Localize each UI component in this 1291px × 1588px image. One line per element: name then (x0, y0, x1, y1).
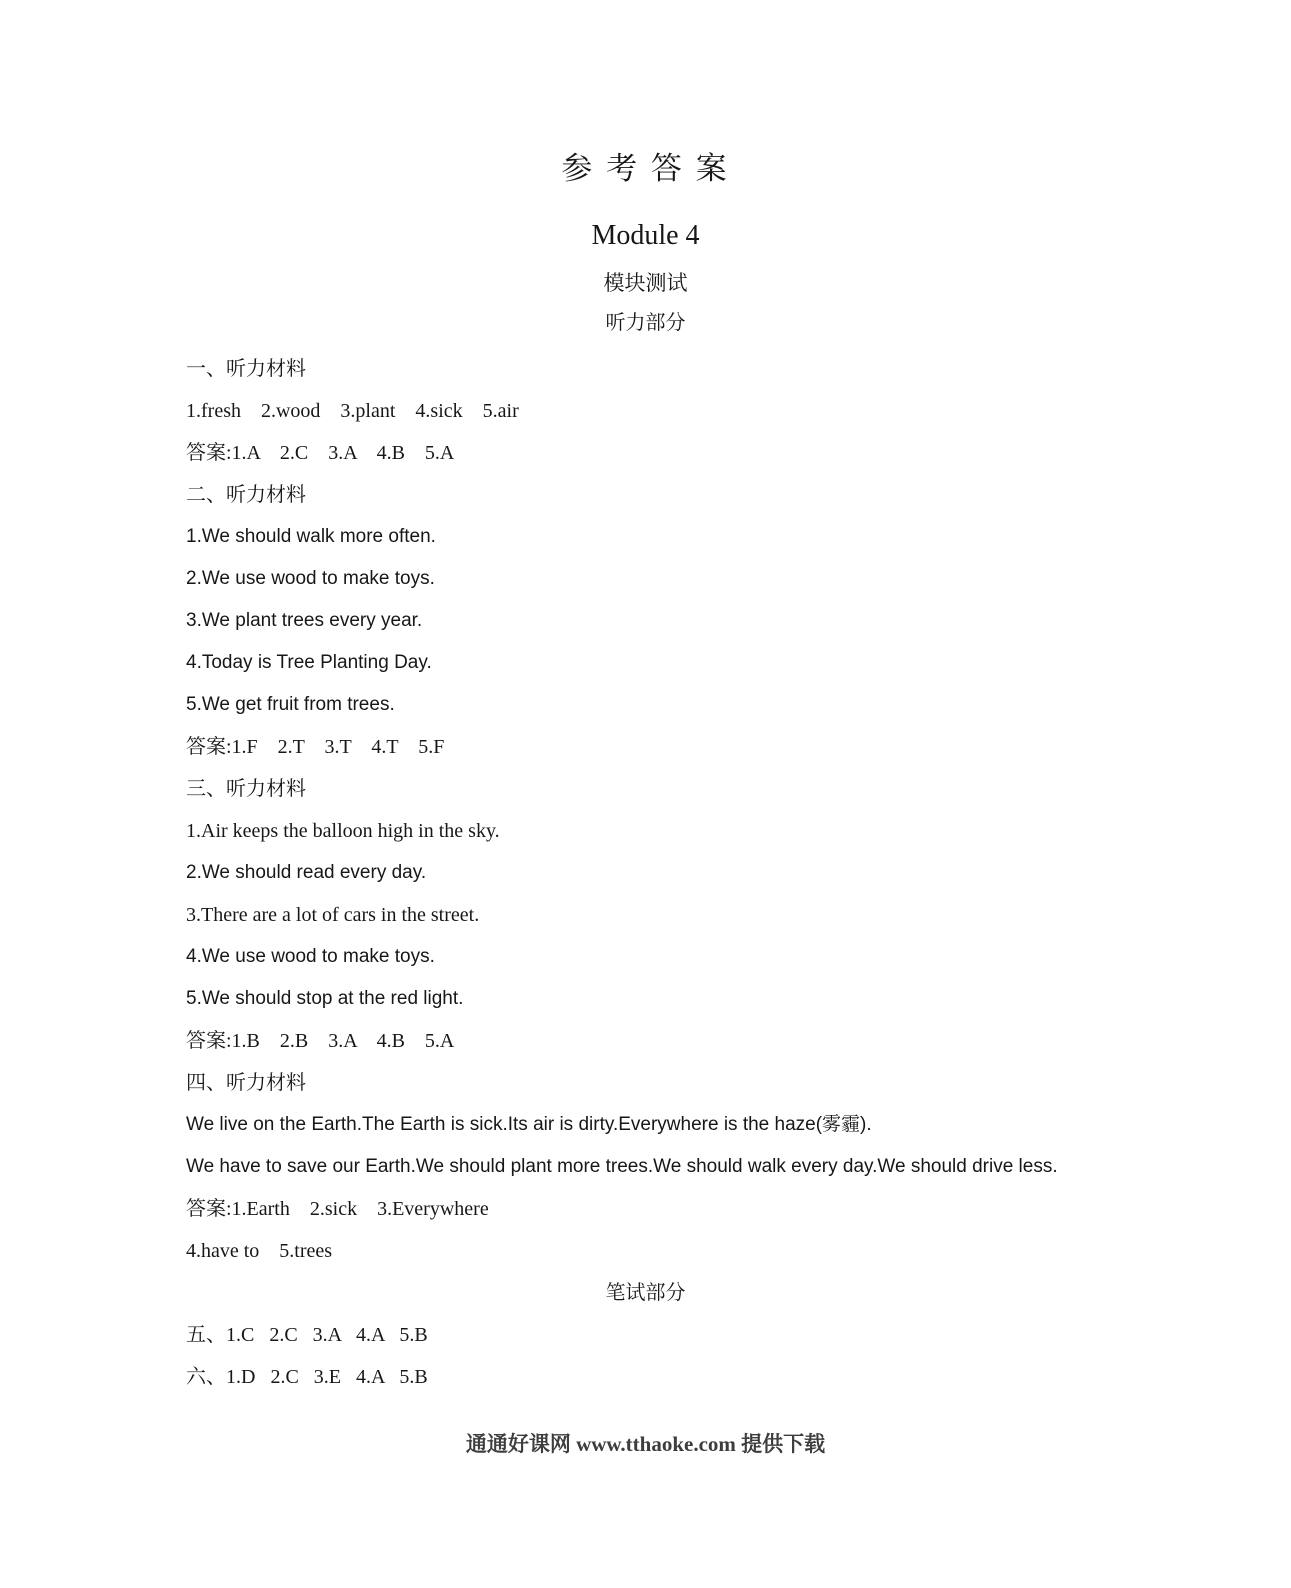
section-2-material-line: 4.Today is Tree Planting Day. (186, 652, 432, 673)
section-4-material-line: We live on the Earth.The Earth is sick.Its air is dirty.Everywhere is the haze(雾霾). (186, 1114, 872, 1135)
section-2-heading: 二、听力材料 (186, 484, 306, 506)
section-3-material-line: 4.We use wood to make toys. (186, 946, 435, 967)
test-title: 模块测试 (603, 271, 688, 295)
section-3-material-line: 1.Air keeps the balloon high in the sky. (186, 820, 500, 842)
section-2-material-line: 2.We use wood to make toys. (186, 568, 435, 589)
section-1-answers-line: 答案:1.A 2.C 3.A 4.B 5.A (186, 442, 455, 464)
section-1-heading: 一、听力材料 (186, 358, 306, 380)
footer-site-credit: 通通好课网 www.tthaoke.com 提供下载 (465, 1432, 826, 1456)
section-1-material-line: 1.fresh 2.wood 3.plant 4.sick 5.air (186, 400, 519, 422)
written-part-header: 笔试部分 (605, 1282, 686, 1304)
page-title: 参 考 答 案 (561, 151, 730, 186)
section-4-answers-line: 4.have to 5.trees (186, 1240, 333, 1262)
module-title: Module 4 (591, 220, 700, 251)
section-2-material-line: 3.We plant trees every year. (186, 610, 423, 631)
written-answers-line-5: 五、1.C 2.C 3.A 4.A 5.B (186, 1324, 428, 1346)
section-4-heading: 四、听力材料 (186, 1072, 306, 1094)
section-4-answers-line: 答案:1.Earth 2.sick 3.Everywhere (186, 1198, 489, 1220)
section-2-material-line: 5.We get fruit from trees. (186, 694, 395, 715)
listening-part-header: 听力部分 (605, 312, 686, 334)
section-3-material-line: 2.We should read every day. (186, 862, 427, 883)
section-2-material-line: 1.We should walk more often. (186, 526, 436, 547)
section-3-material-line: 3.There are a lot of cars in the street. (186, 904, 480, 926)
section-3-answers-line: 答案:1.B 2.B 3.A 4.B 5.A (186, 1030, 455, 1052)
answers-body (186, 348, 1105, 1398)
section-2-answers-line: 答案:1.F 2.T 3.T 4.T 5.F (186, 736, 445, 758)
written-answers-line-6: 六、1.D 2.C 3.E 4.A 5.B (186, 1366, 428, 1388)
section-3-material-line: 5.We should stop at the red light. (186, 988, 464, 1009)
section-3-heading: 三、听力材料 (186, 778, 306, 800)
section-4-material-line: We have to save our Earth.We should plant more trees.We should walk every day.We should drive less. (186, 1156, 1058, 1177)
